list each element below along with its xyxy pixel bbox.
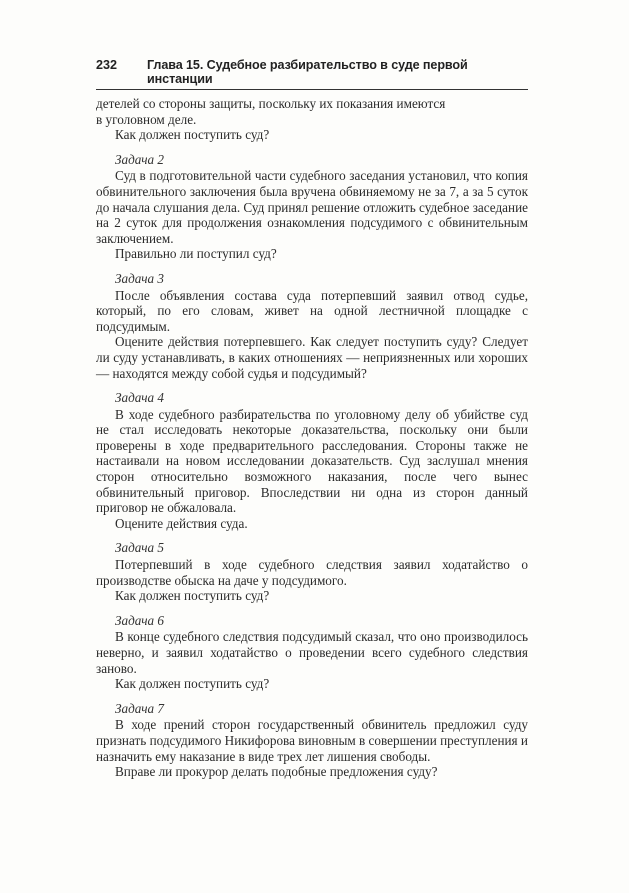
task-question: Оцените действия потерпевшего. Как следует поступить суду? Следует ли суду устанавливать, в каких отношениях — неприязненных или хороших — находятся между собой судья и подсудимый? (96, 334, 528, 381)
task-text: В конце судебного следствия подсудимый сказал, что оно производилось неверно, и заявил ходатайство о проведении всего судебного следствия заново. (96, 629, 528, 676)
task-title: Задача 7 (115, 700, 164, 716)
task-7 (96, 701, 528, 780)
task-question: Как должен поступить суд? (115, 588, 270, 604)
task-question: Правильно ли поступил суд? (115, 246, 277, 262)
intro-line: в уголовном деле. (96, 111, 197, 127)
task-title: Задача 2 (115, 151, 164, 167)
task-3 (96, 271, 528, 381)
intro-line: детелей со стороны защиты, поскольку их показания имеются (96, 96, 446, 111)
task-5 (96, 540, 528, 603)
task-text: В ходе судебного разбирательства по уголовному делу об убийстве суд не стал исследовать некоторые доказательства, поскольку они были проверены в ходе предварительного расследования. Стороны также не настаивали на новом исследовании доказательств. Суд заслушал мнения сторон относительно возможного наказания, после чего вынес обвинительный приговор. Впоследствии ни одна из сторон данный приговор не обжаловала. (96, 406, 528, 516)
intro-block (96, 96, 528, 143)
page-content (96, 96, 528, 780)
task-title: Задача 3 (115, 270, 164, 286)
task-text: Потерпевший в ходе судебного следствия заявил ходатайство о производстве обыска на даче у подсудимого. (96, 557, 528, 588)
task-text: В ходе прений сторон государственный обвинитель предложил суду признать подсудимого Никифорова виновным в совершении преступления и назначить ему наказание в виде трех лет лишения свободы. (96, 717, 528, 764)
task-2 (96, 152, 528, 262)
task-question: Как должен поступить суд? (115, 676, 270, 692)
task-question: Оцените действия суда. (115, 515, 248, 531)
task-title: Задача 6 (115, 612, 164, 628)
book-page (96, 58, 528, 780)
task-question: Вправе ли прокурор делать подобные предложения суду? (115, 764, 438, 780)
running-header (96, 58, 528, 90)
task-text: Суд в подготовительной части судебного заседания установил, что копия обвинительного заключения была вручена обвиняемому не за 7, а за 5 суток до начала слушания дела. Суд принял решение отложить судебное заседание на 2 суток для продолжения ознакомления подсудимого с обвинительным заключением. (96, 168, 528, 246)
task-title: Задача 4 (115, 390, 164, 406)
task-text: После объявления состава суда потерпевший заявил отвод судье, который, по его словам, живет на одной лестничной площадке с подсудимым. (96, 287, 528, 334)
intro-question: Как должен поступить суд? (115, 127, 270, 143)
task-6 (96, 613, 528, 692)
task-4 (96, 390, 528, 531)
page-number: 232 (96, 58, 118, 72)
task-title: Задача 5 (115, 540, 164, 556)
chapter-title: Глава 15. Судебное разбирательство в суде первой инстанции (147, 58, 468, 86)
